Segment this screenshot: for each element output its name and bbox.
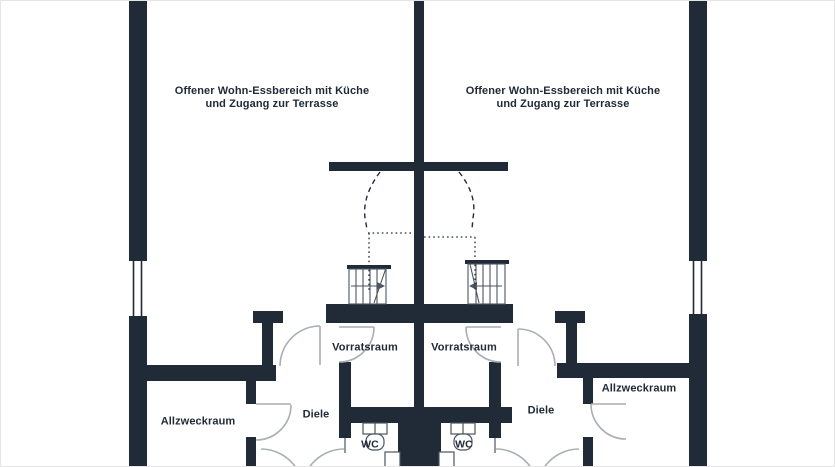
door-hall-left-lower (261, 449, 344, 467)
room-label-living-left-line2: und Zugang zur Terrasse (205, 98, 339, 110)
wall-outer-left-top (129, 1, 147, 261)
wall-stair-bottom (326, 304, 513, 323)
room-label-hall-left: Diele (302, 408, 330, 421)
wall-outer-right-bottom (689, 314, 707, 467)
window-right (694, 261, 702, 314)
door-utility-right (591, 404, 626, 439)
room-label-storage-left: Vorratsraum (332, 341, 398, 354)
room-label-living-right (466, 85, 660, 111)
door-hall-right-lower (496, 449, 579, 467)
wall-post-right-cap (555, 311, 585, 323)
room-label-living-left (175, 85, 369, 111)
floor-plan-drawing (1, 1, 835, 467)
wall-storage-left (339, 362, 351, 438)
door-passage-left (280, 326, 320, 366)
room-label-utility-left: Allzweckraum (160, 415, 236, 428)
walls (129, 1, 707, 467)
wc-door-left (385, 452, 400, 467)
wall-storage-right (489, 362, 501, 438)
wall-outer-left-bottom (129, 316, 147, 467)
wall-divider-right-upper (583, 376, 593, 404)
door-utility-left (256, 404, 291, 440)
wall-stair-top (329, 162, 508, 171)
room-label-utility-right: Allzweckraum (601, 382, 677, 395)
room-label-living-left-line1: Offener Wohn-Essbereich mit Küche (174, 85, 370, 97)
wall-divider-right-lower (583, 437, 593, 467)
wall-lower-slab (341, 407, 512, 423)
wall-central-block (398, 423, 441, 467)
room-label-wc-left: WC (361, 438, 379, 451)
wall-post-left-cap (253, 311, 283, 323)
door-passage-right (518, 329, 555, 366)
staircase-right (465, 260, 509, 304)
room-label-living-right-line2: und Zugang zur Terrasse (496, 98, 630, 110)
walking-line-right (424, 172, 475, 290)
wall-divider-left-lower (246, 437, 256, 467)
walking-line-left (365, 172, 413, 290)
window-left (134, 261, 142, 316)
wall-utility-left-top (147, 365, 276, 381)
wall-outer-right-top (689, 1, 707, 261)
wall-utility-right-top (557, 363, 707, 378)
wc-door-right (439, 452, 454, 467)
room-label-wc-right: WC (455, 438, 473, 451)
room-label-living-right-line1: Offener Wohn-Essbereich mit Küche (465, 85, 661, 97)
room-label-hall-right: Diele (527, 404, 555, 417)
wall-party (414, 1, 424, 423)
room-label-storage-right: Vorratsraum (431, 341, 497, 354)
wall-divider-left-upper (246, 378, 256, 404)
